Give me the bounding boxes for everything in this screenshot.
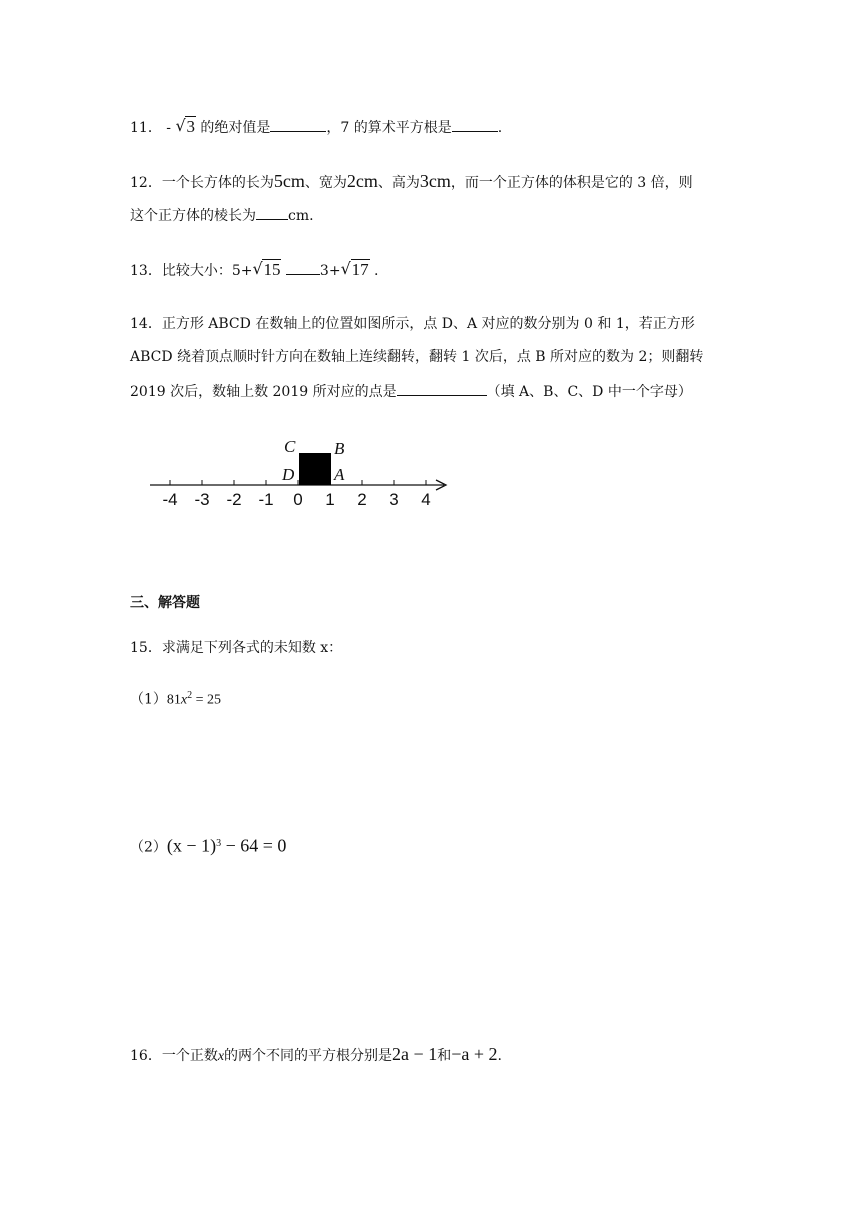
question-text: ABCD 绕着顶点顺时针方向在数轴上连续翻转，翻转 1 次后，点 B 所对应的数为 2；则翻转: [130, 349, 704, 365]
question-number: 13．: [130, 263, 162, 279]
tick-label: 0: [293, 490, 303, 509]
answer-blank[interactable]: [397, 381, 487, 396]
question-15-part-1: [130, 686, 221, 711]
height-value: 3cm: [419, 171, 451, 191]
unit-text: cm.: [288, 208, 314, 224]
exponent: 3: [216, 838, 222, 849]
question-number: 15．: [130, 640, 162, 656]
length-value: 5cm: [273, 171, 305, 191]
tick-label: -3: [194, 490, 210, 509]
question-text: ，7 的算术平方根是: [326, 120, 452, 136]
radicand: 3: [186, 117, 195, 136]
equation-lhs: (x − 1): [166, 835, 217, 856]
width-value: 2cm: [346, 171, 378, 191]
expression-1: 2a − 1: [392, 1044, 438, 1064]
question-number: 16．: [130, 1048, 162, 1064]
answer-blank[interactable]: [256, 205, 288, 220]
tick-label: -1: [258, 490, 274, 509]
radical-icon: √: [340, 259, 351, 278]
tick-label: -4: [162, 490, 178, 509]
question-14-line-2: [130, 347, 703, 367]
answer-blank[interactable]: [452, 117, 498, 132]
tick-label: 1: [325, 490, 335, 509]
part-label: （1）: [130, 691, 167, 708]
radical-icon: √: [252, 259, 263, 278]
period: .: [497, 1048, 502, 1064]
question-12-line-2: [130, 205, 314, 226]
minus-sign: -: [166, 120, 172, 136]
question-text: 比较大小：5+: [161, 263, 253, 279]
question-text: 一个正数: [161, 1048, 218, 1064]
question-15-part-2: [130, 834, 286, 858]
question-number: 12．: [130, 175, 162, 191]
expression-text: 3+: [319, 263, 341, 279]
sqrt-expression: [175, 117, 196, 138]
radicand: 15: [263, 260, 281, 279]
question-15: [130, 638, 342, 658]
number-line-figure: [148, 432, 458, 518]
point-label-b: B: [334, 439, 345, 458]
question-text: 的两个不同的平方根分别是: [224, 1048, 393, 1064]
question-text: （填 A、B、C、D 中一个字母）: [486, 384, 692, 400]
equation-rhs: = 25: [192, 692, 222, 708]
question-text: 求满足下列各式的未知数 x：: [161, 640, 343, 656]
square-abcd: [299, 453, 331, 485]
period: .: [497, 120, 503, 136]
question-text: 一个长方体的长为: [161, 175, 274, 191]
variable: x: [180, 692, 188, 708]
radicand: 17: [351, 260, 369, 279]
question-14: [130, 314, 695, 334]
question-text: 2019 次后，数轴上数 2019 所对应的点是: [130, 384, 397, 400]
question-text: 的绝对值是: [200, 120, 271, 136]
question-11: [130, 117, 502, 138]
question-text: ，而一个正方体的体积是它的 3 倍，则: [450, 175, 693, 191]
sqrt-expression: [252, 260, 281, 281]
question-16: [130, 1044, 502, 1067]
equation-rest: − 64 = 0: [221, 835, 287, 856]
coefficient: 81: [166, 692, 181, 708]
question-12: [130, 171, 693, 193]
tick-marks: [170, 480, 426, 485]
section-title: 三、解答题: [130, 595, 200, 611]
question-text: 和: [437, 1048, 452, 1064]
tick-label: 4: [421, 490, 431, 509]
tick-label: 2: [357, 490, 367, 509]
point-label-c: C: [284, 437, 296, 456]
question-text: 正方形 ABCD 在数轴上的位置如图所示，点 D、A 对应的数分别为 0 和 1，若正方形: [161, 316, 695, 332]
point-label-d: D: [282, 465, 295, 484]
question-14-line-3: [130, 381, 692, 402]
question-text: 、宽为: [304, 175, 347, 191]
question-text: 、高为: [377, 175, 420, 191]
period: .: [374, 263, 379, 279]
tick-label: 3: [389, 490, 399, 509]
question-number: 14．: [130, 316, 162, 332]
point-label-a: A: [334, 465, 345, 484]
part-label: （2）: [130, 839, 167, 856]
question-number: 11．: [130, 120, 162, 136]
question-13: [130, 260, 378, 281]
question-text: 这个正方体的棱长为: [130, 208, 256, 224]
expression-2: −a + 2: [451, 1044, 498, 1064]
variable: x: [217, 1049, 225, 1064]
exponent: 2: [187, 690, 193, 701]
tick-label: -2: [226, 490, 242, 509]
sqrt-expression: [341, 260, 370, 281]
answer-blank[interactable]: [286, 260, 320, 275]
answer-blank[interactable]: [270, 117, 326, 132]
radical-icon: √: [175, 116, 186, 135]
